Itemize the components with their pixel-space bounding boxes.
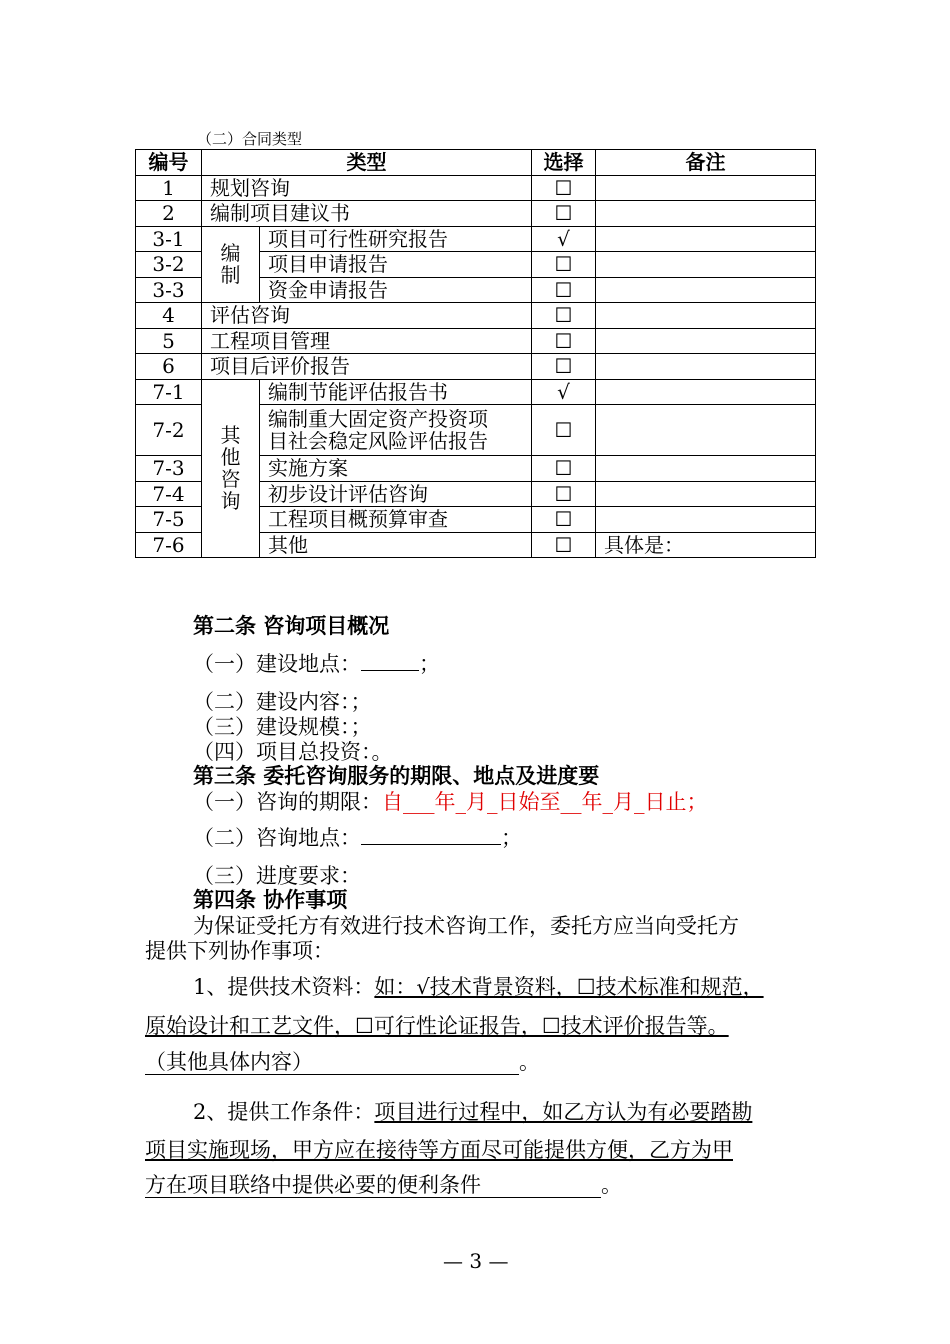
row-no: 7-2 — [136, 405, 202, 456]
article2-item4: （四）项目总投资：。 — [193, 740, 393, 764]
row-type: 项目后评价报告 — [202, 354, 532, 380]
row-no: 7-1 — [136, 379, 202, 405]
row-type: 工程项目概预算审查 — [260, 507, 532, 533]
row-note — [596, 354, 816, 380]
table-header-row — [136, 150, 816, 176]
row-note — [596, 507, 816, 533]
row-checkbox[interactable]: ☐ — [532, 354, 596, 380]
row-no: 4 — [136, 303, 202, 329]
row-checkbox[interactable]: ☐ — [532, 456, 596, 482]
row-checkbox[interactable]: ☐ — [532, 405, 596, 456]
table-row — [136, 175, 816, 201]
row-type: 其他 — [260, 532, 532, 558]
row-checkbox[interactable]: ☐ — [532, 481, 596, 507]
table-row — [136, 354, 816, 380]
article2-item2: （二）建设内容：； — [193, 690, 372, 714]
row-checkbox[interactable]: ☐ — [532, 328, 596, 354]
row-type: 项目可行性研究报告 — [260, 226, 532, 252]
row-note — [596, 303, 816, 329]
header-select: 选择 — [532, 150, 596, 176]
row-note — [596, 252, 816, 278]
row-checkbox[interactable]: ☐ — [532, 201, 596, 227]
article3-heading: 第三条 委托咨询服务的期限、地点及进度要 — [193, 763, 600, 788]
other-content-field[interactable]: （其他具体内容） — [145, 1050, 519, 1075]
contract-type-table — [135, 149, 816, 558]
row-note — [596, 456, 816, 482]
row-type: 编制节能评估报告书 — [260, 379, 532, 405]
header-type: 类型 — [202, 150, 532, 176]
row-checkbox[interactable]: ☐ — [532, 532, 596, 558]
row-type: 编制重大固定资产投资项 目社会稳定风险评估报告 — [260, 405, 532, 456]
group-label-compile: 编 制 — [202, 226, 260, 303]
row-note[interactable]: 具体是： — [596, 532, 816, 558]
row-note — [596, 328, 816, 354]
row-no: 5 — [136, 328, 202, 354]
article4-heading: 第四条 协作事项 — [193, 887, 348, 912]
group-label-other: 其 他 咨 询 — [202, 379, 260, 558]
row-no: 3-3 — [136, 277, 202, 303]
row-type: 实施方案 — [260, 456, 532, 482]
article3-item3: （三）进度要求： — [193, 864, 361, 888]
article4-item2-line2: 项目实施现场，甲方应在接待等方面尽可能提供方便，乙方为甲 — [145, 1138, 733, 1162]
section-subtitle: （二）合同类型 — [197, 130, 303, 148]
row-no: 7-4 — [136, 481, 202, 507]
article4-intro-line2: 提供下列协作事项： — [145, 939, 334, 963]
row-type: 项目申请报告 — [260, 252, 532, 278]
row-note — [596, 405, 816, 456]
row-no: 3-2 — [136, 252, 202, 278]
article2-item3: （三）建设规模：； — [193, 715, 372, 739]
row-checkbox[interactable]: ☐ — [532, 303, 596, 329]
header-no: 编号 — [136, 150, 202, 176]
article3-item1: （一）咨询的期限：自___年_月_日始至__年_月_日止； — [193, 790, 708, 814]
blank-location-field[interactable] — [361, 826, 501, 845]
row-no: 7-6 — [136, 532, 202, 558]
article2-heading: 第二条 咨询项目概况 — [193, 613, 390, 638]
article4-item2-line1: 2、提供工作条件：项目进行过程中，如乙方认为有必要踏勘 — [193, 1100, 753, 1124]
row-note — [596, 277, 816, 303]
article4-intro-line1: 为保证受托方有效进行技术咨询工作，委托方应当向受托方 — [193, 914, 739, 938]
row-note — [596, 481, 816, 507]
row-checkbox[interactable]: ☐ — [532, 175, 596, 201]
row-type: 工程项目管理 — [202, 328, 532, 354]
row-checkbox[interactable]: √ — [532, 379, 596, 405]
row-checkbox[interactable]: ☐ — [532, 252, 596, 278]
row-type: 编制项目建议书 — [202, 201, 532, 227]
row-type: 资金申请报告 — [260, 277, 532, 303]
row-no: 1 — [136, 175, 202, 201]
row-type: 评估咨询 — [202, 303, 532, 329]
article3-item2: （二）咨询地点： ； — [193, 826, 522, 850]
row-note — [596, 226, 816, 252]
period-dates[interactable]: 自___年_月_日始至__年_月_日止； — [382, 790, 708, 814]
table-row — [136, 379, 816, 405]
header-note: 备注 — [596, 150, 816, 176]
blank-site-field[interactable] — [361, 652, 419, 671]
table-row — [136, 328, 816, 354]
article4-item1-line2: 原始设计和工艺文件，☐可行性论证报告，☐技术评价报告等。 — [145, 1014, 729, 1038]
conditions-field[interactable]: 方在项目联络中提供必要的便利条件 — [145, 1173, 601, 1198]
row-no: 7-5 — [136, 507, 202, 533]
row-type: 规划咨询 — [202, 175, 532, 201]
row-no: 2 — [136, 201, 202, 227]
table-row — [136, 201, 816, 227]
row-no: 7-3 — [136, 456, 202, 482]
row-checkbox[interactable]: √ — [532, 226, 596, 252]
article4-item1-line1: 1、提供技术资料：如：√技术背景资料，☐技术标准和规范， — [193, 975, 764, 999]
article2-item1: （一）建设地点： ； — [193, 652, 440, 676]
article4-item2-line3: 方在项目联络中提供必要的便利条件 。 — [145, 1173, 622, 1197]
row-no: 6 — [136, 354, 202, 380]
row-checkbox[interactable]: ☐ — [532, 507, 596, 533]
row-note — [596, 379, 816, 405]
table-row — [136, 226, 816, 252]
row-note — [596, 201, 816, 227]
row-no: 3-1 — [136, 226, 202, 252]
row-checkbox[interactable]: ☐ — [532, 277, 596, 303]
row-type: 初步设计评估咨询 — [260, 481, 532, 507]
page-number: — 3 — — [443, 1249, 509, 1273]
article4-item1-line3: （其他具体内容） 。 — [145, 1050, 540, 1074]
row-note — [596, 175, 816, 201]
table-row — [136, 303, 816, 329]
